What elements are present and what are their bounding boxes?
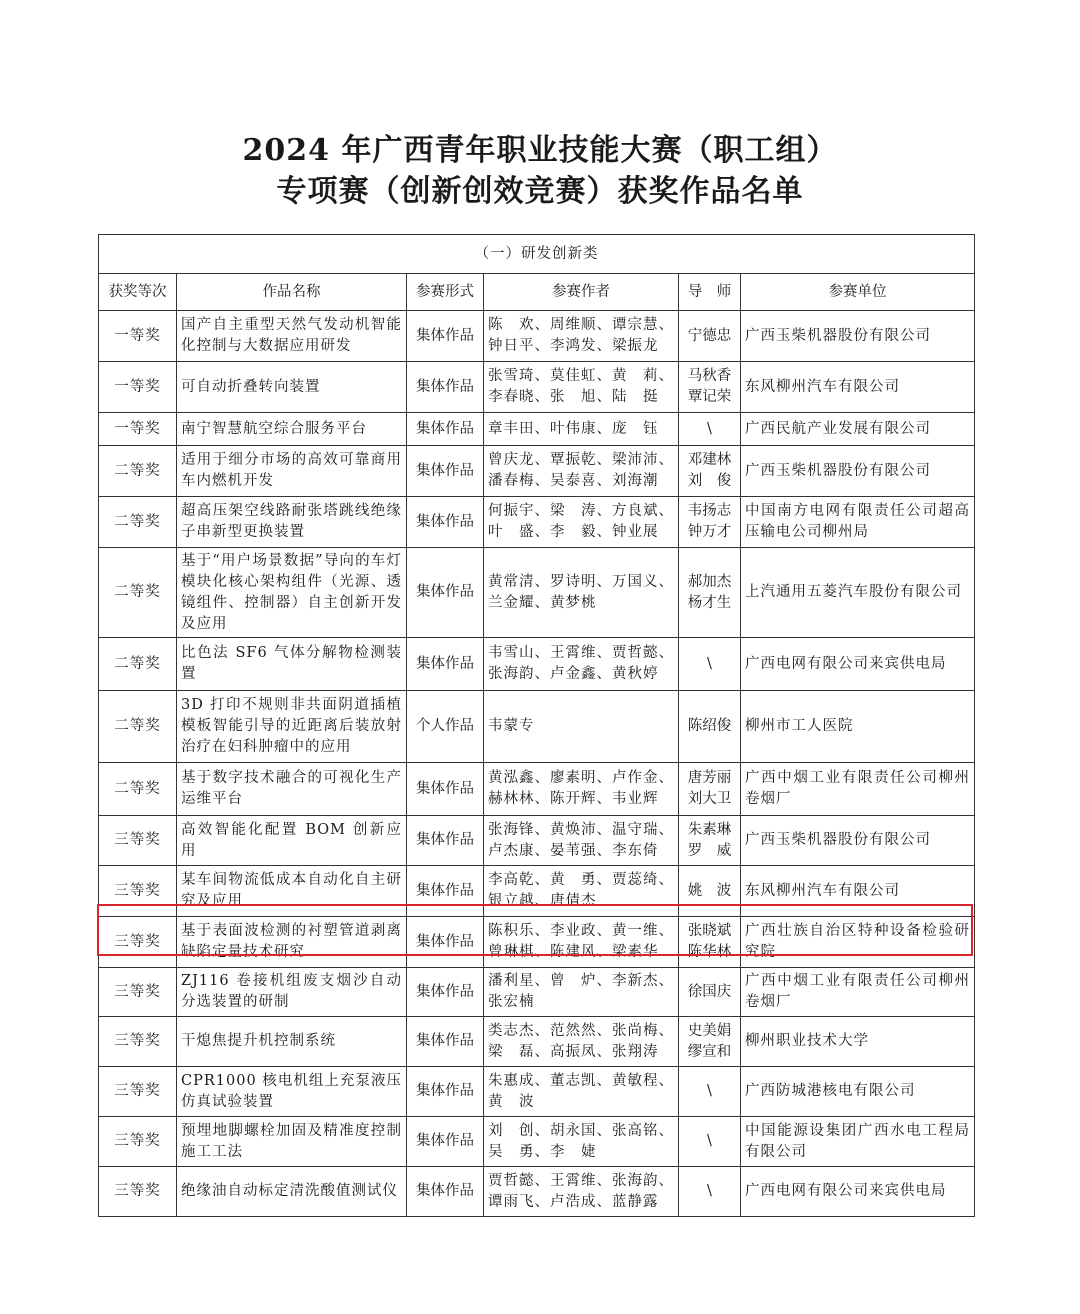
col-header-unit: 参赛单位 [741, 274, 975, 311]
cell-entry-form: 集体作品 [407, 638, 484, 691]
column-header-row [99, 274, 975, 311]
cell-work-title: 国产自主重型天然气发动机智能化控制与大数据应用研发 [177, 311, 407, 362]
cell-authors: 陈积乐、李业政、黄一维、曾琳棋、陈建风、梁素华 [484, 917, 679, 968]
cell-work-title: 适用于细分市场的高效可靠商用车内燃机开发 [177, 446, 407, 497]
cell-mentor: \ [679, 413, 741, 446]
cell-award-level: 三等奖 [99, 816, 177, 866]
cell-mentor: \ [679, 638, 741, 691]
cell-award-level: 二等奖 [99, 691, 177, 763]
cell-unit: 广西民航产业发展有限公司 [741, 413, 975, 446]
cell-unit: 东风柳州汽车有限公司 [741, 362, 975, 413]
cell-entry-form: 集体作品 [407, 866, 484, 917]
cell-work-title: 基于数字技术融合的可视化生产运维平台 [177, 763, 407, 816]
cell-unit: 广西电网有限公司来宾供电局 [741, 638, 975, 691]
cell-entry-form: 集体作品 [407, 1017, 484, 1067]
cell-unit: 中国能源设集团广西水电工程局有限公司 [741, 1117, 975, 1167]
awards-table [98, 234, 975, 1217]
cell-award-level: 二等奖 [99, 638, 177, 691]
table-row [99, 497, 975, 548]
col-header-award-level: 获奖等次 [99, 274, 177, 311]
cell-award-level: 三等奖 [99, 1067, 177, 1117]
cell-work-title: 预埋地脚螺栓加固及精准度控制施工工法 [177, 1117, 407, 1167]
cell-entry-form: 集体作品 [407, 362, 484, 413]
cell-unit: 东风柳州汽车有限公司 [741, 866, 975, 917]
document-title-line1: 2024 年广西青年职业技能大赛（职工组） [242, 133, 838, 168]
cell-authors: 张海锋、黄焕沛、温守瑞、卢杰康、晏苇强、李东倚 [484, 816, 679, 866]
cell-authors: 陈 欢、周维顺、谭宗慧、钟日平、李鸿发、梁振龙 [484, 311, 679, 362]
cell-unit: 柳州市工人医院 [741, 691, 975, 763]
cell-entry-form: 集体作品 [407, 497, 484, 548]
cell-mentor: 郝加杰杨才生 [679, 548, 741, 638]
table-row [99, 311, 975, 362]
table-row [99, 691, 975, 763]
cell-award-level: 一等奖 [99, 413, 177, 446]
cell-award-level: 一等奖 [99, 362, 177, 413]
cell-authors: 刘 创、胡永国、张高铭、吴 勇、李 婕 [484, 1117, 679, 1167]
cell-mentor: \ [679, 1117, 741, 1167]
cell-entry-form: 集体作品 [407, 413, 484, 446]
table-row [99, 1017, 975, 1067]
cell-mentor: \ [679, 1067, 741, 1117]
cell-work-title: 某车间物流低成本自动化自主研究及应用 [177, 866, 407, 917]
cell-mentor: 徐国庆 [679, 968, 741, 1017]
cell-work-title: 基于“用户场景数据”导向的车灯模块化核心架构组件（光源、透镜组件、控制器）自主创新开发及应用 [177, 548, 407, 638]
cell-award-level: 二等奖 [99, 763, 177, 816]
cell-award-level: 三等奖 [99, 866, 177, 917]
cell-authors: 韦蒙专 [484, 691, 679, 763]
cell-unit: 广西中烟工业有限责任公司柳州卷烟厂 [741, 763, 975, 816]
table-row [99, 866, 975, 917]
section-title: （一）研发创新类 [99, 235, 975, 274]
cell-unit: 广西电网有限公司来宾供电局 [741, 1167, 975, 1217]
cell-unit: 上汽通用五菱汽车股份有限公司 [741, 548, 975, 638]
cell-award-level: 二等奖 [99, 446, 177, 497]
cell-mentor: 朱素琳罗 威 [679, 816, 741, 866]
cell-mentor: 张晓斌陈华林 [679, 917, 741, 968]
cell-work-title: 可自动折叠转向装置 [177, 362, 407, 413]
col-header-entry-form: 参赛形式 [407, 274, 484, 311]
table-row [99, 968, 975, 1017]
cell-entry-form: 集体作品 [407, 311, 484, 362]
col-header-authors: 参赛作者 [484, 274, 679, 311]
cell-work-title: 超高压架空线路耐张塔跳线绝缘子串新型更换装置 [177, 497, 407, 548]
cell-award-level: 三等奖 [99, 1167, 177, 1217]
cell-work-title: ZJ116 卷接机组废支烟沙自动分选装置的研制 [177, 968, 407, 1017]
cell-entry-form: 集体作品 [407, 917, 484, 968]
table-row [99, 548, 975, 638]
cell-unit: 广西中烟工业有限责任公司柳州卷烟厂 [741, 968, 975, 1017]
table-row [99, 1067, 975, 1117]
cell-mentor: 宁德忠 [679, 311, 741, 362]
cell-unit: 柳州职业技术大学 [741, 1017, 975, 1067]
cell-work-title: 高效智能化配置 BOM 创新应用 [177, 816, 407, 866]
cell-entry-form: 集体作品 [407, 446, 484, 497]
table-row [99, 638, 975, 691]
cell-authors: 朱惠成、董志凯、黄敏程、黄 波 [484, 1067, 679, 1117]
cell-mentor: 史美娟缪宣和 [679, 1017, 741, 1067]
cell-award-level: 三等奖 [99, 1017, 177, 1067]
cell-unit: 中国南方电网有限责任公司超高压输电公司柳州局 [741, 497, 975, 548]
cell-authors: 曾庆龙、覃振乾、梁沛沛、潘春梅、吴泰喜、刘海潮 [484, 446, 679, 497]
cell-work-title: 绝缘油自动标定清洗酸值测试仪 [177, 1167, 407, 1217]
col-header-work-title: 作品名称 [177, 274, 407, 311]
cell-work-title: 南宁智慧航空综合服务平台 [177, 413, 407, 446]
cell-authors: 黄常清、罗诗明、万国义、兰金耀、黄梦桃 [484, 548, 679, 638]
cell-award-level: 三等奖 [99, 917, 177, 968]
cell-entry-form: 集体作品 [407, 1117, 484, 1167]
cell-authors: 何振宇、梁 涛、方良斌、叶 盛、李 毅、钟业展 [484, 497, 679, 548]
cell-authors: 潘利星、曾 炉、李新杰、张宏楠 [484, 968, 679, 1017]
cell-unit: 广西壮族自治区特种设备检验研究院 [741, 917, 975, 968]
cell-mentor: 唐芳丽刘大卫 [679, 763, 741, 816]
cell-mentor: 姚 波 [679, 866, 741, 917]
table-row [99, 362, 975, 413]
cell-unit: 广西玉柴机器股份有限公司 [741, 311, 975, 362]
cell-entry-form: 集体作品 [407, 763, 484, 816]
cell-mentor: 陈绍俊 [679, 691, 741, 763]
cell-entry-form: 集体作品 [407, 1067, 484, 1117]
cell-authors: 李高乾、黄 勇、贾蕊绮、银立越、唐倩杰 [484, 866, 679, 917]
cell-award-level: 二等奖 [99, 548, 177, 638]
cell-authors: 张雪琦、莫佳虹、黄 莉、李春晓、张 旭、陆 挺 [484, 362, 679, 413]
table-row [99, 413, 975, 446]
table-row [99, 816, 975, 866]
cell-entry-form: 集体作品 [407, 548, 484, 638]
cell-mentor: \ [679, 1167, 741, 1217]
cell-entry-form: 个人作品 [407, 691, 484, 763]
table-row [99, 1167, 975, 1217]
section-header-row [99, 235, 975, 274]
cell-authors: 黄泓鑫、廖素明、卢作金、赫林林、陈开辉、韦业辉 [484, 763, 679, 816]
cell-work-title: 干熄焦提升机控制系统 [177, 1017, 407, 1067]
cell-unit: 广西玉柴机器股份有限公司 [741, 816, 975, 866]
cell-authors: 类志杰、范然然、张尚梅、梁 磊、高振凤、张翔涛 [484, 1017, 679, 1067]
table-row [99, 763, 975, 816]
cell-entry-form: 集体作品 [407, 1167, 484, 1217]
cell-entry-form: 集体作品 [407, 816, 484, 866]
cell-mentor: 邓建林刘 俊 [679, 446, 741, 497]
cell-award-level: 三等奖 [99, 968, 177, 1017]
cell-work-title: 基于表面波检测的衬塑管道剥离缺陷定量技术研究 [177, 917, 407, 968]
cell-work-title: 3D 打印不规则非共面阴道插植模板智能引导的近距离后装放射治疗在妇科肿瘤中的应用 [177, 691, 407, 763]
cell-award-level: 二等奖 [99, 497, 177, 548]
cell-authors: 贾哲懿、王霄维、张海韵、谭雨飞、卢浩成、蓝静露 [484, 1167, 679, 1217]
cell-mentor: 马秋香覃记荣 [679, 362, 741, 413]
document-title-line2: 专项赛（创新创效竞赛）获奖作品名单 [276, 174, 804, 209]
cell-unit: 广西玉柴机器股份有限公司 [741, 446, 975, 497]
cell-authors: 章丰田、叶伟康、庞 钰 [484, 413, 679, 446]
table-row [99, 446, 975, 497]
cell-award-level: 一等奖 [99, 311, 177, 362]
cell-entry-form: 集体作品 [407, 968, 484, 1017]
cell-award-level: 三等奖 [99, 1117, 177, 1167]
cell-authors: 韦雪山、王霄维、贾哲懿、张海韵、卢金鑫、黄秋婷 [484, 638, 679, 691]
col-header-mentor: 导 师 [679, 274, 741, 311]
table-row [99, 1117, 975, 1167]
cell-mentor: 韦扬志钟万才 [679, 497, 741, 548]
table-row [99, 917, 975, 968]
cell-work-title: CPR1000 核电机组上充泵液压仿真试验装置 [177, 1067, 407, 1117]
cell-unit: 广西防城港核电有限公司 [741, 1067, 975, 1117]
cell-work-title: 比色法 SF6 气体分解物检测装置 [177, 638, 407, 691]
